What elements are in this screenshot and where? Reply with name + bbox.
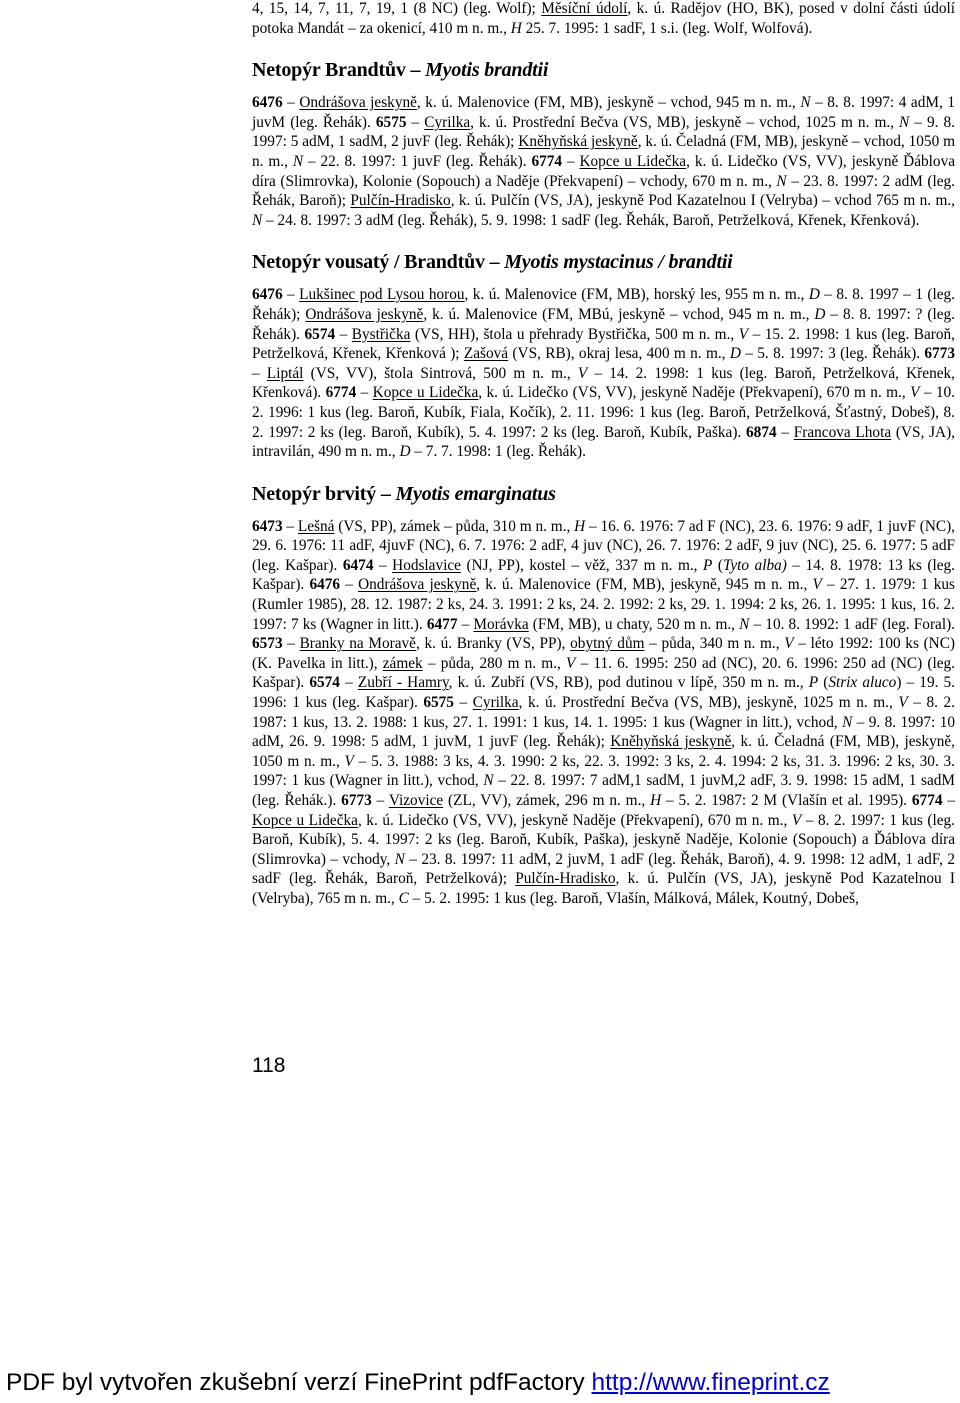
grid-square-code: 6774 <box>531 152 563 170</box>
text-run: – 27. 1. 1979: 1 kus (Rumler 1985), 28. 12. 1987: 2 ks, 24. 3. 1991: 2 ks, 24. 2. 1992: 2 ks, 29. 1. 1994: 2 ks, 26. 1. 1995: 1 kus, 16. 2. 1997: 7 ks (Wagner in litt.). <box>252 576 955 633</box>
text-run: , k. ú. Čeladná (FM, MB), jeskyně – vchod, 1050 m n. m., <box>252 133 955 170</box>
italic-term: Myotis brandtii <box>425 59 549 82</box>
grid-square-code: 6575 <box>423 694 454 712</box>
italic-term: N <box>899 113 910 131</box>
italic-term: D <box>729 345 741 363</box>
text-run: – <box>335 325 352 343</box>
heading-myotis-mystacinus-brandtii <box>252 250 955 274</box>
text-run: – 22. 8. 1997: 7 adM,1 sadM, 1 juvM,2 adF, 3. 9. 1998: 15 adM, 1 sadM (leg. Řehák.). <box>252 772 955 809</box>
italic-term: H <box>574 517 586 535</box>
text-run: – léto 1992: 100 ks (NC) (K. Pavelka in litt.), <box>252 635 956 672</box>
italic-term: N <box>483 772 494 790</box>
italic-term: N <box>739 615 750 633</box>
text-run: (VS, JA), intravilán, 490 m n. m., <box>252 423 955 461</box>
text-run: (FM, MB), u chaty, 520 m n. m., <box>528 615 740 633</box>
grid-square-code: 6476 <box>252 94 283 112</box>
text-run: – <box>282 635 300 653</box>
italic-term: V <box>344 752 354 770</box>
italic-term: D <box>399 443 411 461</box>
italic-term: V <box>812 576 822 594</box>
text-run: – 8. 2. 1997: 1 kus (leg. Baroň, Kubík), 5. 4. 1997: 2 ks (leg. Baroň, Kubík, Paška), jeskyně Naděje, Kolonie (Sopouch) a Ďáblova díra (Slimrovka) – vchody, <box>252 811 956 868</box>
italic-term: V <box>784 635 794 653</box>
italic-term: D <box>814 305 826 323</box>
locality-name: Bystřička <box>351 325 411 343</box>
locality-name: Branky na Moravě <box>299 635 416 653</box>
text-run: , k. ú. Lidečko (VS, VV), jeskyně Naděje (Překvapení), 670 m n. m., <box>357 811 792 829</box>
locality-name: Ondrášova jeskyně <box>299 94 417 112</box>
italic-term: V <box>791 811 802 829</box>
locality-name: Zašová <box>463 345 509 363</box>
text-run: (ZL, VV), zámek, 296 m n. m., <box>443 792 651 809</box>
text-run: , k. ú. Lidečko (VS, VV), jeskyně Naděje (Překvapení), 670 m n. m., <box>478 384 911 402</box>
heading-myotis-brandtii <box>252 58 955 82</box>
locality-name: Lukšinec pod Lysou horou <box>299 286 465 304</box>
locality-name: Kopce u Lidečka <box>252 811 358 829</box>
text-run: – <box>282 286 300 304</box>
text-run: – 23. 8. 1997: 11 adM, 2 juvM, 1 adF (leg. Řehák, Baroň), 4. 9. 1998: 12 adM, 1 adF, 2 sadF (leg. Řehák, Baroň, Petrželková); <box>252 850 955 888</box>
italic-term: H <box>510 19 522 37</box>
text-run: – <box>406 113 425 131</box>
text-run: – 7. 7. 1998: 1 (leg. Řehák). <box>410 443 586 461</box>
grid-square-code: 6773 <box>924 345 955 363</box>
grid-square-code: 6476 <box>252 286 283 304</box>
text-run: (VS, HH), štola u přehrady Bystřička, 500 m n. m., <box>410 325 739 343</box>
fineprint-link[interactable]: http://www.fineprint.cz <box>591 1369 830 1396</box>
locality-name: Kopce u Lidečka <box>372 384 479 402</box>
text-run: (NJ, PP), kostel – věž, 337 m n. m., <box>460 556 704 574</box>
text-run: – 22. 8. 1997: 1 juvF (leg. Řehák). <box>303 152 532 170</box>
italic-term: P <box>808 674 819 692</box>
text-run: – 15. 2. 1998: 1 kus (leg. Baroň, Petrželková, Křenek, Křenková ); <box>252 325 955 363</box>
locality-link: Měsíční údolí <box>541 0 628 17</box>
italic-term: Myotis emarginatus <box>395 482 556 505</box>
grid-square-code: 6573 <box>252 635 283 653</box>
grid-square-code: 6773 <box>341 792 372 809</box>
text-run: – 8. 2. 1987: 1 kus, 13. 2. 1988: 1 kus, 27. 1. 1991: 1 kus, 14. 1. 1995: 1 kus (Wagner in litt.), vchod, <box>252 694 955 731</box>
italic-term: N <box>842 713 853 731</box>
italic-term: V <box>738 325 749 343</box>
text-run: – <box>453 694 473 712</box>
italic-term: C <box>398 889 409 907</box>
locality-name: Zubří - Hamry <box>357 674 449 692</box>
grid-square-code: 6874 <box>746 423 777 441</box>
text-run: – <box>457 615 474 633</box>
locality-name: Hodslavice <box>392 556 461 574</box>
locality-name: Vizovice <box>388 792 444 809</box>
grid-square-code: 6574 <box>304 325 336 343</box>
italic-term: V <box>898 694 908 712</box>
paragraph-myotis-brandtii <box>252 93 955 230</box>
paragraph-myotis-mystacinus <box>252 285 955 461</box>
text-run: – půda, 280 m n. m., <box>422 654 567 672</box>
text-run: Netopýr brvitý – <box>252 482 396 505</box>
text-run: ( <box>818 674 829 692</box>
text-run: – 14. 8. 1978: 13 ks (leg. Kašpar). <box>252 556 955 594</box>
text-run: – 8. 8. 1997 – 1 (leg. Řehák); <box>252 286 956 323</box>
grid-square-code: 6476 <box>309 576 341 594</box>
text-run: – 14. 2. 1998: 1 kus (leg. Baroň, Petrželková, Křenek, Křenková). <box>252 364 955 402</box>
locality-name: Ondrášova jeskyně <box>358 576 477 594</box>
italic-term: V <box>566 654 576 672</box>
page-number: 118 <box>252 1054 286 1077</box>
grid-square-code: 6473 <box>252 517 283 535</box>
italic-term: N <box>394 850 405 868</box>
text-run: – 9. 8. 1997: 5 adM, 1 sadM, 2 juvF (leg. Řehák); <box>252 113 955 151</box>
text-run: – 10. 8. 1992: 1 adF (leg. Foral). <box>749 615 955 633</box>
text-run: , k. ú. Malenovice (FM, MBú, jeskyně – vchod, 945 m n. m., <box>423 305 815 323</box>
text-run: – 5. 2. 1995: 1 kus (leg. Baroň, Vlašín, Málková, Málek, Koutný, Dobeš, <box>408 889 859 907</box>
text-run: ( <box>712 556 723 574</box>
text-run: – 8. 8. 1997: 4 adM, 1 juvM (leg. Řehák). <box>252 94 955 131</box>
italic-term: Myotis mystacinus / brandtii <box>504 251 733 274</box>
text-run: – 16. 6. 1976: 7 ad F (NC), 23. 6. 1976: 9 adF, 1 juvF (NC), 29. 6. 1976: 11 adF, 4juvF (NC), 6. 7. 1976: 2 adF, 4 juv (NC), 26. 7. 1976: 2 adF, 9 juv (NC), 25. 6. 1977: 5 adF (leg. Kašpar). <box>252 517 955 574</box>
locality-name: zámek <box>382 654 423 672</box>
text-run: – 24. 8. 1997: 3 adM (leg. Řehák), 5. 9. 1998: 1 sadF (leg. Řehák, Baroň, Petrželková, Křenek, Křenková). <box>262 211 920 229</box>
italic-term: N <box>776 172 787 190</box>
locality-name: Ondrášova jeskyně <box>305 305 424 323</box>
locality-name: Kopce u Lidečka <box>579 152 687 170</box>
locality-name: Liptál <box>266 364 304 382</box>
pdf-watermark-footer <box>6 1369 830 1397</box>
italic-term: P <box>703 556 713 574</box>
text-run: (VS, PP), zámek – půda, 310 m n. m., <box>334 517 575 535</box>
text-run: (VS, VV), štola Sintrová, 500 m n. m., <box>303 364 578 382</box>
text-run: Netopýr vousatý / Brandtův – <box>252 251 505 274</box>
text-run: , k. ú. Branky (VS, PP), <box>415 635 571 653</box>
text-run: – <box>373 556 393 574</box>
locality-name: Cyrilka <box>424 113 471 131</box>
text-run: , k. ú. Pulčín (VS, JA), jeskyně Pod Kazatelnou I (Velryba) – vchod 765 m n. m., <box>450 192 956 210</box>
text-run: – 9. 8. 1997: 10 adM, 26. 9. 1998: 5 adM, 1 juvM, 1 juvF (leg. Řehák); <box>252 713 955 751</box>
italic-term: Tyto alba) <box>722 556 787 574</box>
italic-term: N <box>292 152 304 170</box>
text-run: (VS, RB), okraj lesa, 400 m n. m., <box>508 345 730 363</box>
intro-paragraph <box>252 0 955 38</box>
italic-term: N <box>252 211 263 229</box>
text-run: , k. ú. Prostřední Bečva (VS, MB), jeskyně – vchod, 1025 m n. m., <box>470 113 900 131</box>
grid-square-code: 6477 <box>426 615 458 633</box>
italic-term: V <box>910 384 920 402</box>
document-page <box>252 0 955 909</box>
text-run: , k. ú. Malenovice (FM, MB), jeskyně, 945 m n. m., <box>476 576 813 594</box>
text-run: , k. ú. Radějov (HO, BK), posed v dolní části údolí potoka Mandát – za okenicí, 410 m n. m., <box>252 0 955 37</box>
grid-square-code: 6774 <box>325 384 357 402</box>
locality-name: obytný dům <box>570 635 645 653</box>
locality-name: Pulčín-Hradisko <box>515 870 616 888</box>
text-run: – 23. 8. 1997: 2 adM (leg. Řehák, Baroň); <box>252 172 955 210</box>
locality-name: Lešná <box>297 517 335 535</box>
text-run: Netopýr Brandtův – <box>252 59 426 82</box>
italic-term: Strix aluco <box>828 674 897 692</box>
text-run: , k. ú. Prostřední Bečva (VS, MB), jeskyně, 1025 m n. m., <box>518 694 899 712</box>
text-run: , k. ú. Pulčín (VS, JA), jeskyně Pod Kazatelnou I (Velryba), 765 m n. m., <box>252 870 955 907</box>
text-run: – <box>562 152 580 170</box>
text-run: – 11. 6. 1995: 250 ad (NC), 20. 6. 1996: 250 ad (NC) (leg. Kašpar). <box>252 654 955 692</box>
locality-name: Cyrilka <box>472 694 519 712</box>
locality-name: Kněhyňská jeskyně <box>518 133 638 151</box>
grid-square-code: 6575 <box>375 113 407 131</box>
heading-myotis-emarginatus <box>252 482 955 506</box>
italic-term: H <box>650 792 662 809</box>
text-run: , k. ú. Čeladná (FM, MB), jeskyně, 1050 m n. m., <box>252 733 956 770</box>
text-run: 4, 15, 14, 7, 11, 7, 19, 1 (8 NC) (leg. Wolf); <box>252 0 542 17</box>
text-run: – 8. 8. 1997: ? (leg. Řehák). <box>252 305 955 343</box>
grid-square-code: 6574 <box>309 674 340 692</box>
text-run: , k. ú. Lidečko (VS, VV), jeskyně Ďáblova díra (Slimrovka), Kolonie (Sopouch) a Naděje (Překvapení) – vchody, 670 m n. m., <box>252 152 956 190</box>
text-run: – <box>371 792 389 809</box>
text-run: – <box>356 384 373 402</box>
text-run: – <box>776 423 794 441</box>
text-run: – <box>340 576 359 594</box>
locality-name: Morávka <box>473 615 529 633</box>
text-run: – 5. 3. 1988: 3 ks, 4. 3. 1990: 2 ks, 22. 3. 1992: 3 ks, 2. 4. 1994: 2 ks, 31. 3. 1996: 2 ks, 30. 3. 1997: 1 kus (Wagner in litt.), vchod, <box>252 752 955 790</box>
text-run: – <box>339 674 358 692</box>
text-run: – půda, 340 m n. m., <box>644 635 785 653</box>
text-run: – <box>252 364 267 382</box>
text-run: – 5. 2. 1987: 2 M (Vlašín et al. 1995). <box>661 792 912 809</box>
italic-term: N <box>800 94 811 112</box>
grid-square-code: 6474 <box>342 556 374 574</box>
locality-name: Pulčín-Hradisko <box>350 192 451 210</box>
italic-term: D <box>808 286 820 304</box>
text-run: , k. ú. Malenovice (FM, MB), jeskyně – vchod, 945 m n. m., <box>416 94 801 112</box>
text-run: PDF byl vytvořen zkušební verzí FinePrint pdfFactory <box>6 1369 592 1396</box>
text-run: – 10. 2. 1996: 1 kus (leg. Baroň, Kubík, Fiala, Kočík), 2. 11. 1996: 1 kus (leg. Baroň, Petrželková, Šťastný, Dobeš), 8. 2. 1997: 2 ks (leg. Baroň, Kubík), 5. 4. 1997: 2 ks (leg. Baroň, Kubík, Paška). <box>252 384 955 441</box>
italic-term: V <box>577 364 588 382</box>
text-run: – <box>282 517 298 535</box>
text-run: ) – 19. 5. 1996: 1 kus (leg. Kašpar). <box>252 674 956 712</box>
text-run: – 5. 8. 1997: 3 (leg. Řehák). <box>740 345 925 363</box>
text-run: , k. ú. Zubří (VS, RB), pod dutinou v lípě, 350 m n. m., <box>448 674 809 692</box>
locality-name: Kněhyňská jeskyně <box>610 733 732 751</box>
text-run: – <box>942 792 956 809</box>
text-run: 25. 7. 1995: 1 sadF, 1 s.i. (leg. Wolf, Wolfová). <box>521 19 813 37</box>
text-run: , k. ú. Malenovice (FM, MB), horský les, 955 m n. m., <box>464 286 809 304</box>
paragraph-myotis-emarginatus <box>252 517 955 909</box>
grid-square-code: 6774 <box>911 792 943 809</box>
text-run: – <box>282 94 300 112</box>
locality-name: Francova Lhota <box>793 423 892 441</box>
